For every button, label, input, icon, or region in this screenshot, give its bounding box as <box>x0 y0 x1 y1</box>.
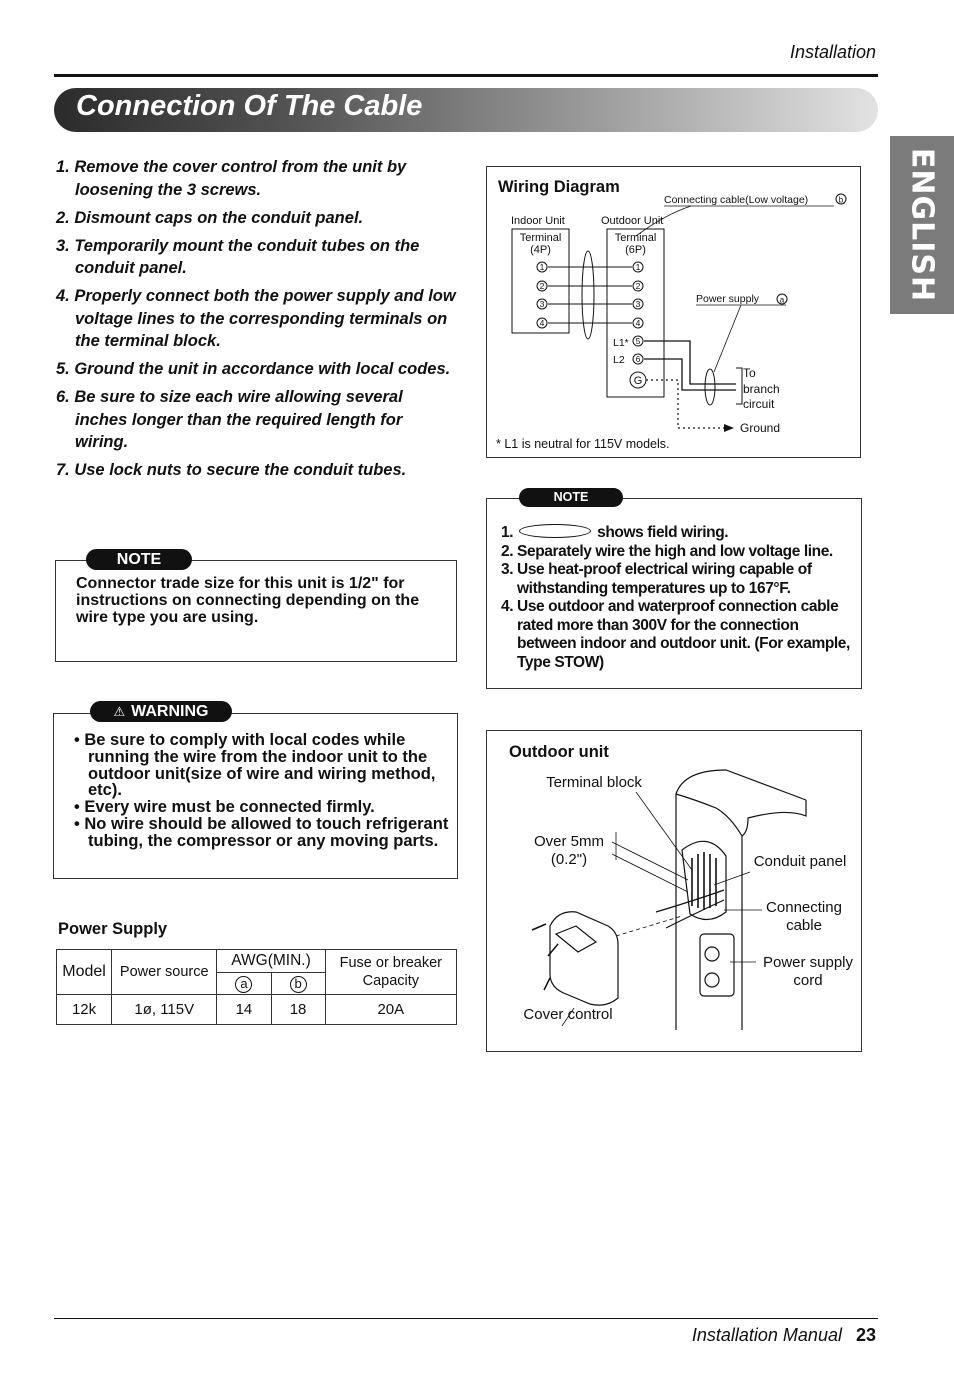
cell-awg-b: 18 <box>271 995 325 1025</box>
note-item: 4. Use outdoor and waterproof connection cable rated more than 300V for the connection between indoor and outdoor unit. (For example, Type STOW) <box>501 598 850 671</box>
wiring-diagram <box>486 166 862 459</box>
indoor-unit-label: Indoor Unit <box>511 215 565 227</box>
screw-icon <box>532 924 546 930</box>
circuit-label: circuit <box>743 397 775 411</box>
terminal-number: 5 <box>635 336 641 346</box>
step-item: 7. Use lock nuts to secure the conduit tubes. <box>56 461 407 479</box>
unit-side <box>676 794 742 1030</box>
terminal-number: 3 <box>539 299 545 309</box>
col-awg-b <box>271 973 325 995</box>
cover-control-tab <box>556 926 596 952</box>
ground-wire-vertical <box>646 380 678 428</box>
wiring-diagram-title: Wiring Diagram <box>498 178 620 196</box>
branch-bracket <box>736 368 742 404</box>
terminal-number: 4 <box>635 318 641 328</box>
conduit-panel-label: Conduit panel <box>753 853 847 870</box>
col-fuse: Fuse or breaker Capacity <box>325 950 456 995</box>
l1-wire <box>644 341 736 384</box>
power-leader <box>714 305 741 372</box>
language-tab <box>890 136 954 314</box>
conduit-fitting-top <box>705 947 719 961</box>
over-5mm-inch-label: (0.2") <box>550 851 588 868</box>
page-title: Connection Of The Cable <box>76 90 423 122</box>
note-item-num: 1. <box>501 524 514 541</box>
unit-top-front <box>742 800 806 836</box>
cable-label: cable <box>786 917 822 934</box>
terminal-number: 4 <box>539 318 545 328</box>
step-item: 2. Dismount caps on the conduit panel. <box>56 208 364 227</box>
warning-label: WARNING <box>131 703 209 720</box>
header-rule <box>54 74 878 77</box>
outdoor-terminal-poles: (6P) <box>625 244 646 256</box>
note-item-text: shows field wiring. <box>597 524 729 541</box>
over-5mm-label: Over 5mm <box>533 833 604 850</box>
screws <box>532 924 558 990</box>
outdoor-terminal-label: Terminal <box>614 232 657 244</box>
cell-model: 12k <box>57 995 112 1025</box>
conduit-panel <box>700 934 734 996</box>
terminal-number: 1 <box>539 262 545 272</box>
cable-bundle-ellipse <box>582 251 594 339</box>
note-item <box>501 524 857 543</box>
ground-arrow-icon <box>724 424 734 432</box>
cover-control-label: Cover control <box>523 1006 613 1023</box>
step-item: 1. Remove the cover control from the unit by loosening the 3 screws. <box>56 158 407 199</box>
warning-item: • No wire should be allowed to touch refrigerant tubing, the compressor or any moving parts. <box>74 814 449 850</box>
outdoor-unit-title: Outdoor unit <box>509 743 609 761</box>
to-label: To <box>743 366 756 380</box>
col-model: Model <box>57 950 112 995</box>
warning-item: • Be sure to comply with local codes while running the wire from the indoor unit to the outdoor unit(size of wire and wiring method, etc). <box>74 731 436 800</box>
connecting-cable-line <box>656 890 724 912</box>
terminal-number: 2 <box>539 281 545 291</box>
conduit-fitting-bottom <box>705 973 719 987</box>
terminal-block-label: Terminal block <box>546 774 642 791</box>
warning-item: • Every wire must be connected firmly. <box>74 798 375 817</box>
leader-lines <box>562 792 762 1026</box>
cell-power-source: 1ø, 115V <box>112 995 217 1025</box>
connecting-cable-label: Connecting cable(Low voltage) <box>664 194 809 206</box>
field-wiring-oval-icon <box>519 524 591 538</box>
cord-label: cord <box>793 972 823 989</box>
terminal-number: 1 <box>635 262 641 272</box>
warning-badge <box>90 701 232 722</box>
step-item: 3. Temporarily mount the conduit tubes on the conduit panel. <box>56 236 420 277</box>
outdoor-terminal-numbers <box>633 262 643 364</box>
terminal-wires <box>548 251 632 339</box>
outdoor-unit-label: Outdoor Unit <box>601 215 664 227</box>
note-item: 3. Use heat-proof electrical wiring capable of withstanding temperatures up to 167°F. <box>501 561 812 597</box>
note-text: Connector trade size for this unit is 1/2" for instructions on connecting depending on the wire type you are using. <box>76 575 420 626</box>
header-section-label: Installation <box>789 42 876 62</box>
installation-steps <box>56 156 456 487</box>
cell-awg-a: 14 <box>217 995 271 1025</box>
warning-list <box>74 732 452 850</box>
branch-label: branch <box>743 382 780 396</box>
connecting-label: Connecting <box>766 899 842 916</box>
terminal-number: 6 <box>635 354 641 364</box>
footer-manual: Installation Manual <box>691 1325 842 1345</box>
indoor-terminal-numbers <box>537 262 547 328</box>
col-power-source: Power source <box>112 950 217 995</box>
col-awg: AWG(MIN.) <box>217 950 325 973</box>
l1-label: L1* <box>613 337 629 349</box>
step-item: 6. Be sure to size each wire allowing several inches longer than the required length for wiring. <box>56 388 403 451</box>
cover-alignment-line <box>616 916 682 936</box>
cover-control-plate <box>550 912 618 1005</box>
indoor-terminal-label: Terminal <box>519 232 562 244</box>
power-supply-label: Power supply <box>696 293 760 305</box>
note-label-2: NOTE <box>519 488 623 507</box>
cable-ref: b <box>838 195 844 205</box>
power-ref: a <box>779 295 785 305</box>
terminal-number: 3 <box>635 299 641 309</box>
power-cable-line <box>666 900 724 928</box>
cell-fuse: 20A <box>325 995 456 1025</box>
warning-triangle-icon: ⚠ <box>113 705 126 720</box>
conduit-panel-leader <box>714 872 750 885</box>
wiring-footnote: * L1 is neutral for 115V models. <box>496 437 670 451</box>
power-bundle-ellipse <box>705 369 715 405</box>
ground-symbol: G <box>633 375 643 387</box>
step-item: 4. Properly connect both the power supply and low voltage lines to the corresponding terminals on the terminal block. <box>56 287 456 350</box>
ground-label: Ground <box>740 421 781 435</box>
footer-rule <box>54 1318 878 1319</box>
page-number: 23 <box>855 1325 876 1345</box>
note-label: NOTE <box>86 549 192 570</box>
footer <box>692 1325 876 1346</box>
screw-icon <box>544 978 550 990</box>
language-tab-label: ENGLISH <box>904 147 940 303</box>
step-item: 5. Ground the unit in accordance with local codes. <box>56 360 451 378</box>
power-supply-cord-label: Power supply <box>762 954 854 971</box>
col-awg-a <box>217 973 271 995</box>
power-supply-table <box>56 949 457 1025</box>
l2-label: L2 <box>613 354 625 366</box>
indoor-terminal-poles: (4P) <box>530 244 551 256</box>
ref-b: b <box>290 976 307 993</box>
ref-a: a <box>235 976 252 993</box>
terminal-block-icon <box>692 852 716 910</box>
note-item: 2. Separately wire the high and low voltage line. <box>501 542 833 560</box>
power-supply-title: Power Supply <box>58 920 168 938</box>
terminal-number: 2 <box>635 281 641 291</box>
note-list <box>501 524 857 672</box>
